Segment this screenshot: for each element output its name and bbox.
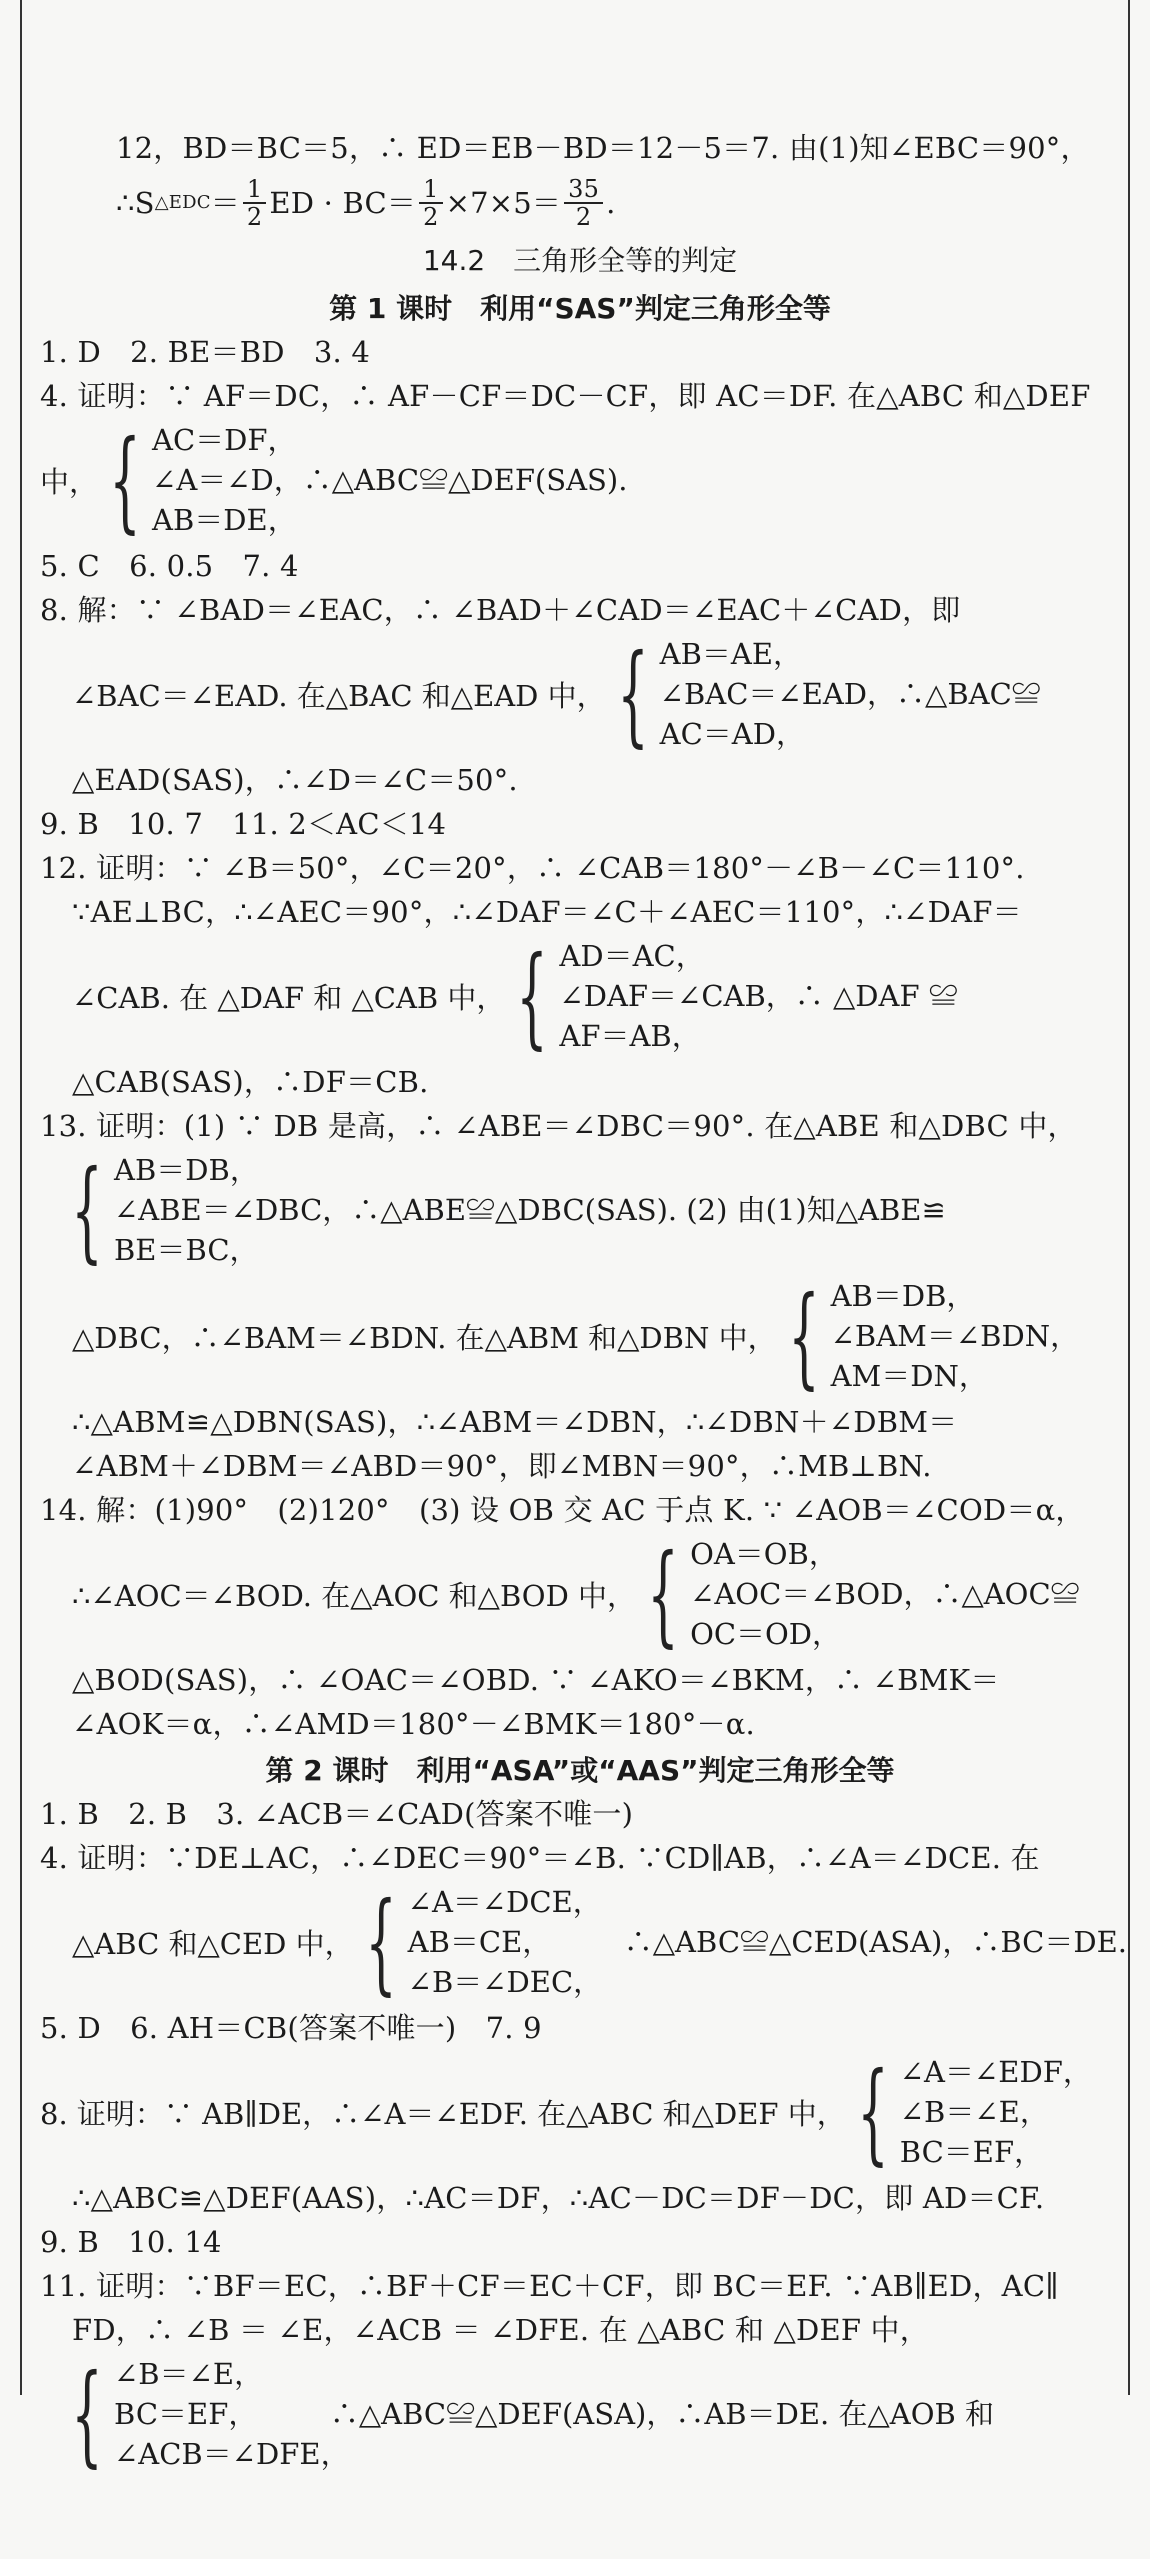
system-prefix: ∠BAC＝∠EAD. 在△BAC 和△EAD 中， — [72, 678, 606, 713]
system-lines — [900, 2052, 1092, 2172]
answer-line: ∵AE⊥BC，∴∠AEC＝90°，∴∠DAF＝∠C＋∠AEC＝110°，∴∠DAF＝ — [72, 895, 1022, 929]
brace-icon: { — [71, 2350, 103, 2478]
system-line: AM＝DN， — [830, 1359, 988, 1393]
answer-line: 14. 解：(1)90° (2)120° (3) 设 OB 交 AC 于点 K. ∵ ∠AOB＝∠COD＝α， — [40, 1493, 1085, 1527]
system-line: AC＝DF， — [152, 423, 297, 457]
answer-line: 4. 证明：∵ AF＝DC，∴ AF－CF＝DC－CF，即 AC＝DF. 在△ABC 和△DEF — [40, 379, 1091, 413]
formula-text: ＝ — [210, 186, 240, 220]
equation-system — [40, 2350, 1120, 2478]
system-line: AF＝AB， — [559, 1019, 701, 1053]
system-lines — [559, 936, 957, 1056]
brace-icon: { — [857, 2048, 889, 2176]
system-line: ∠B＝∠E， — [899, 2095, 1049, 2129]
formula-subscript: △EDC — [154, 192, 211, 213]
formula-text: ED · BC＝ — [269, 186, 417, 220]
text-line: 12，BD＝BC＝5，∴ ED＝EB－BD＝12－5＝7. 由(1)知∠EBC＝90°， — [116, 131, 1090, 165]
answer-line: 4. 证明：∵DE⊥AC，∴∠DEC＝90°＝∠B. ∵CD∥AB，∴∠A＝∠DCE. 在 — [40, 1841, 1040, 1875]
fraction — [564, 176, 603, 230]
lesson-title: 第 1 课时 利用“SAS”判定三角形全等 — [329, 292, 831, 325]
equation-system — [40, 932, 1120, 1060]
equation-system — [40, 2048, 1120, 2176]
brace-icon: { — [364, 1878, 397, 2006]
equation-system — [40, 1878, 1128, 2006]
fraction — [419, 176, 442, 230]
brace-icon: { — [647, 1530, 679, 1658]
formula-text: ×7×5＝ — [445, 186, 562, 220]
system-line: ∠B＝∠E， — [114, 2357, 264, 2391]
system-line: ∠A＝∠DCE， — [407, 1885, 602, 1919]
answer-line: 9. B 10. 7 11. 2＜AC＜14 — [40, 807, 447, 841]
equation-system — [40, 416, 1120, 544]
system-prefix: 8. 证明：∵ AB∥DE，∴∠A＝∠EDF. 在△ABC 和△DEF 中， — [40, 2096, 846, 2131]
answer-content — [40, 128, 1128, 2480]
answer-line: ∠ABM＋∠DBM＝∠ABD＝90°，即∠MBN＝90°，∴MB⊥BN. — [72, 1449, 932, 1483]
fraction-denominator: 2 — [575, 203, 592, 231]
system-lines — [831, 1276, 1079, 1396]
system-line: AB＝AE， — [659, 637, 803, 671]
system-line: ∠A＝∠EDF， — [899, 2055, 1092, 2089]
answer-line: 9. B 10. 14 — [40, 2225, 222, 2259]
brace-icon: { — [71, 1146, 103, 1274]
brace-icon: { — [516, 932, 549, 1060]
answer-line: 8. 解：∵ ∠BAD＝∠EAC，∴ ∠BAD＋∠CAD＝∠EAC＋∠CAD，即 — [40, 593, 961, 627]
answer-line: FD，∴ ∠B ＝ ∠E，∠ACB ＝ ∠DFE. 在 △ABC 和 △DEF 中， — [72, 2313, 929, 2347]
answer-line: ∴△ABM≌△DBN(SAS)，∴∠ABM＝∠DBN，∴∠DBN＋∠DBM＝ — [72, 1405, 958, 1439]
system-lines — [114, 2354, 994, 2474]
fraction-denominator: 2 — [246, 203, 263, 231]
brace-icon: { — [109, 416, 141, 544]
system-prefix: 中， — [40, 464, 99, 499]
fraction-denominator: 2 — [423, 203, 439, 231]
equation-system — [40, 1530, 1120, 1658]
area-formula-line — [40, 172, 1120, 234]
answer-line: 1. B 2. B 3. ∠ACB＝∠CAD(答案不唯一) — [40, 1797, 634, 1831]
system-line: ∠BAM＝∠BDN， — [830, 1319, 1080, 1353]
system-line: ∠BAC＝∠EAD，∴△BAC≌ — [659, 677, 1041, 711]
fraction-numerator: 1 — [419, 176, 442, 204]
system-line: ∠AOC＝∠BOD，∴△AOC≌ — [690, 1577, 1080, 1611]
system-line: ∠DAF＝∠CAB，∴ △DAF ≌ — [559, 979, 958, 1013]
system-prefix: ∴∠AOC＝∠BOD. 在△AOC 和△BOD 中， — [72, 1578, 637, 1613]
answer-line: 1. D 2. BE＝BD 3. 4 — [40, 335, 371, 369]
lesson-title: 第 2 课时 利用“ASA”或“AAS”判定三角形全等 — [265, 1754, 895, 1787]
left-margin-rule — [20, 0, 22, 2395]
brace-icon: { — [616, 630, 649, 758]
answer-line: △BOD(SAS)，∴ ∠OAC＝∠OBD. ∵ ∠AKO＝∠BKM，∴ ∠BMK＝ — [72, 1663, 1000, 1697]
brace-icon: { — [787, 1272, 820, 1400]
answer-line: ∠AOK＝α，∴∠AMD＝180°－∠BMK＝180°－α. — [72, 1707, 755, 1741]
formula-text: . — [606, 186, 616, 220]
fraction — [243, 176, 266, 230]
system-line: AB＝DB， — [830, 1279, 976, 1313]
system-line: AC＝AD， — [659, 717, 805, 751]
equation-system — [40, 1146, 1120, 1274]
system-lines — [114, 1150, 946, 1270]
equation-system — [40, 630, 1120, 758]
system-line: AB＝DB， — [114, 1153, 259, 1187]
fraction-numerator: 35 — [564, 176, 603, 204]
system-line: ∠B＝∠DEC， — [407, 1965, 603, 1999]
section-title: 14.2 三角形全等的判定 — [422, 244, 738, 277]
system-lines — [408, 1882, 1127, 2002]
answer-line: ∴△ABC≌△DEF(AAS)，∴AC＝DF，∴AC－DC＝DF－DC，即 AD＝CF. — [72, 2181, 1045, 2215]
answer-line: 13. 证明：(1) ∵ DB 是高，∴ ∠ABE＝∠DBC＝90°. 在△ABE 和△DBC 中， — [40, 1109, 1077, 1143]
system-line: BC＝EF， — [899, 2135, 1044, 2169]
system-line: ∠A＝∠D，∴△ABC≌△DEF(SAS). — [152, 463, 628, 497]
system-prefix: ∠CAB. 在 △DAF 和 △CAB 中， — [72, 980, 506, 1015]
answer-line: 5. C 6. 0.5 7. 4 — [40, 549, 299, 583]
system-line: AB＝CE， ∴△ABC≌△CED(ASA)，∴BC＝DE. — [407, 1925, 1128, 1959]
fraction-numerator: 1 — [243, 176, 266, 204]
system-lines — [690, 1534, 1080, 1654]
system-line: AD＝AC， — [559, 939, 705, 973]
answer-line: 5. D 6. AH＝CB(答案不唯一) 7. 9 — [40, 2011, 542, 2045]
answer-line: 11. 证明：∵BF＝EC，∴BF＋CF＝EC＋CF，即 BC＝EF. ∵AB∥ED，AC∥ — [40, 2269, 1059, 2303]
answer-line: △CAB(SAS)，∴DF＝CB. — [72, 1065, 429, 1099]
system-line: AB＝DE， — [152, 503, 297, 537]
system-line: OA＝OB， — [690, 1537, 838, 1571]
system-lines — [660, 634, 1041, 754]
system-line: OC＝OD， — [690, 1617, 842, 1651]
right-margin-rule — [1128, 0, 1130, 2395]
system-prefix: △DBC，∴∠BAM＝∠BDN. 在△ABM 和△DBN 中， — [72, 1320, 777, 1355]
answer-line: △EAD(SAS)，∴∠D＝∠C＝50°. — [72, 763, 518, 797]
system-line: ∠ABE＝∠DBC，∴△ABE≌△DBC(SAS). (2) 由(1)知△ABE≌ — [114, 1193, 946, 1227]
system-lines — [152, 420, 627, 540]
formula-text: ∴S — [116, 186, 155, 220]
equation-system — [40, 1272, 1120, 1400]
answer-line: 12. 证明：∵ ∠B＝50°，∠C＝20°，∴ ∠CAB＝180°－∠B－∠C＝110°. — [40, 851, 1025, 885]
system-line: ∠ACB＝∠DFE， — [114, 2437, 350, 2471]
system-line: BE＝BC， — [114, 1233, 259, 1267]
system-line: BC＝EF， ∴△ABC≌△DEF(ASA)，∴AB＝DE. 在△AOB 和 — [114, 2397, 994, 2431]
system-prefix: △ABC 和△CED 中， — [72, 1926, 354, 1961]
